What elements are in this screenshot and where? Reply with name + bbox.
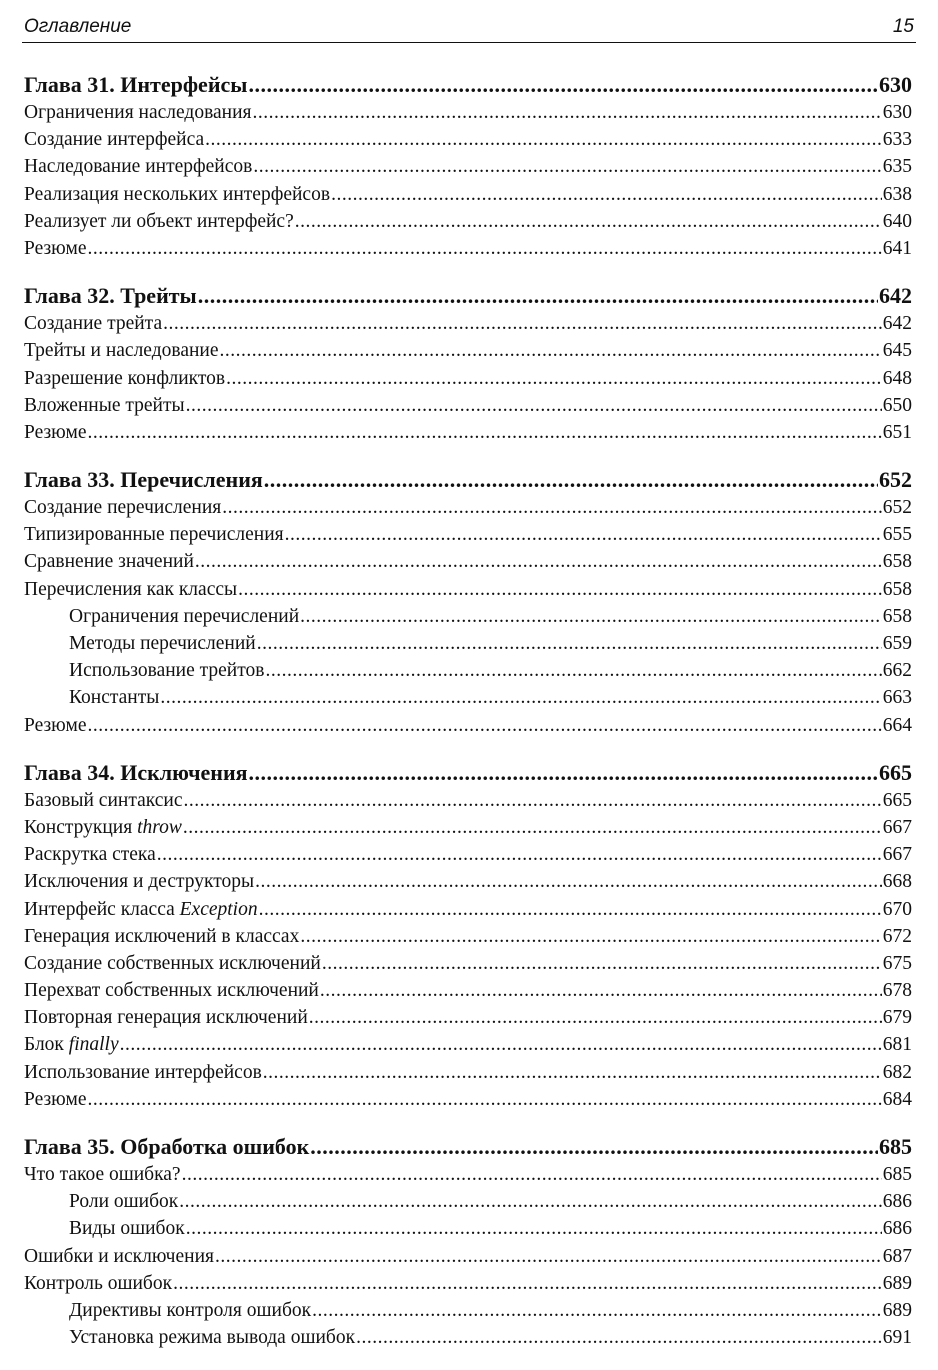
toc-entry-text: Резюме: [24, 421, 87, 443]
toc-entry-text: Использование интерфейсов: [24, 1061, 262, 1083]
toc-section[interactable]: [24, 814, 912, 841]
running-header: [22, 14, 916, 43]
toc-entry-title: [24, 392, 185, 419]
toc-entry-page-number: 638: [882, 183, 912, 205]
toc-section[interactable]: [24, 1161, 912, 1188]
toc-entry-title: [24, 521, 284, 548]
toc-entry-page-number: 630: [882, 102, 912, 123]
dot-leader: [356, 1324, 882, 1351]
toc-entry-page-number: 689: [882, 1299, 912, 1321]
toc-section[interactable]: [24, 235, 912, 262]
toc-subsection[interactable]: [24, 1324, 912, 1351]
toc-entry-text: Резюме: [24, 714, 87, 736]
dot-leader: [322, 950, 882, 977]
toc-entry-text: Контроль ошибок: [24, 1272, 173, 1294]
chapter-heading[interactable]: [24, 758, 912, 787]
toc-entry-title: [24, 337, 219, 364]
toc-entry-text: Типизированные перечисления: [24, 524, 284, 546]
toc-entry-page-number: 672: [882, 925, 912, 947]
toc-entry-page-number: 658: [882, 605, 912, 627]
chapter-title: Глава 32. Трейты: [24, 283, 197, 309]
toc-entry-page-number: 670: [882, 898, 912, 920]
toc-entry-title: [24, 1161, 181, 1188]
toc-entry-title: [24, 1031, 119, 1058]
toc-section[interactable]: [24, 712, 912, 739]
toc-entry-text: Базовый синтаксис: [24, 789, 183, 811]
header-page-number: 15: [892, 16, 914, 37]
toc-entry-page-number: 645: [882, 340, 912, 362]
toc-entry-text: Директивы контроля ошибок: [69, 1299, 312, 1321]
toc-entry-text: Наследование интерфейсов: [24, 156, 253, 178]
toc-entry-page-number: 668: [882, 871, 912, 893]
toc-section[interactable]: [24, 310, 912, 337]
toc-entry-title: [69, 657, 264, 684]
toc-entry-page-number: 641: [882, 237, 912, 259]
toc-entry-text: Реализует ли объект интерфейс?: [24, 210, 294, 232]
toc-entry-title: [24, 977, 319, 1004]
dot-leader: [226, 365, 882, 392]
toc-section[interactable]: [24, 494, 912, 521]
toc-entry-text: Резюме: [24, 237, 87, 259]
dot-leader: [186, 392, 882, 419]
toc-subsection[interactable]: [24, 1188, 912, 1215]
toc-entry-italic-term: finally: [68, 1034, 119, 1056]
chapter-page-number: 685: [879, 1134, 912, 1159]
chapter-block: [24, 465, 912, 739]
toc-section[interactable]: [24, 337, 912, 364]
table-of-contents: [24, 70, 912, 1370]
toc-entry-title: [24, 99, 252, 126]
toc-section[interactable]: [24, 153, 912, 180]
toc-entry-page-number: 689: [882, 1272, 912, 1294]
dot-leader: [205, 126, 882, 153]
toc-entry-text: Создание трейта: [24, 313, 163, 335]
toc-section[interactable]: [24, 1004, 912, 1031]
dot-leader: [255, 868, 882, 895]
dot-leader: [253, 99, 882, 126]
toc-entry-text: Разрешение конфликтов: [24, 367, 226, 389]
dot-leader: [198, 281, 878, 310]
toc-section[interactable]: [24, 392, 912, 419]
toc-entry-text: Конструкция: [24, 816, 138, 838]
toc-entry-title: [24, 153, 252, 180]
dot-leader: [259, 896, 882, 923]
toc-entry-page-number: 675: [882, 952, 912, 974]
dot-leader: [238, 576, 882, 603]
toc-entry-page-number: 652: [882, 497, 912, 519]
toc-entry-page-number: 633: [882, 129, 912, 151]
toc-entry-page-number: 662: [882, 660, 912, 682]
toc-entry-text: Виды ошибок: [69, 1218, 185, 1240]
toc-entry-page-number: 658: [882, 551, 912, 573]
toc-subsection[interactable]: [24, 1297, 912, 1324]
toc-entry-title: [24, 1086, 87, 1113]
toc-entry-title: [24, 712, 87, 739]
toc-entry-page-number: 667: [882, 816, 912, 838]
toc-entry-page-number: 687: [882, 1245, 912, 1267]
toc-entry-text: Блок: [24, 1034, 69, 1056]
chapter-page-number: 630: [879, 72, 912, 97]
toc-entry-title: [24, 896, 258, 923]
dot-leader: [300, 923, 881, 950]
dot-leader: [264, 465, 878, 494]
dot-leader: [309, 1004, 882, 1031]
toc-entry-page-number: 667: [882, 844, 912, 866]
toc-entry-title: [24, 576, 237, 603]
toc-entry-italic-term: throw: [137, 816, 182, 838]
toc-section[interactable]: [24, 950, 912, 977]
toc-section[interactable]: [24, 1270, 912, 1297]
dot-leader: [157, 841, 882, 868]
toc-entry-title: [69, 630, 256, 657]
toc-entry-page-number: 679: [882, 1007, 912, 1029]
toc-entry-title: [24, 548, 194, 575]
chapter-page-number: 665: [879, 759, 912, 785]
toc-subsection[interactable]: [24, 1215, 912, 1242]
toc-entry-page-number: 684: [882, 1088, 912, 1110]
toc-section[interactable]: [24, 208, 912, 235]
chapter-heading[interactable]: [24, 70, 912, 99]
toc-entry-page-number: 686: [882, 1218, 912, 1240]
toc-entry-title: [69, 1297, 311, 1324]
toc-entry-text: Вложенные трейты: [24, 394, 185, 416]
toc-section[interactable]: [24, 181, 912, 208]
toc-entry-page-number: 659: [882, 633, 912, 654]
toc-entry-title: [24, 950, 321, 977]
chapter-block: [24, 758, 912, 1113]
toc-entry-title: [24, 787, 183, 814]
dot-leader: [285, 521, 882, 548]
dot-leader: [265, 657, 881, 684]
dot-leader: [184, 787, 882, 814]
dot-leader: [253, 153, 881, 180]
dot-leader: [249, 758, 878, 787]
toc-entry-page-number: 681: [882, 1034, 912, 1056]
dot-leader: [312, 1297, 882, 1324]
toc-section[interactable]: [24, 787, 912, 814]
dot-leader: [88, 1086, 882, 1113]
dot-leader: [320, 977, 882, 1004]
toc-entry-text: Методы перечислений: [69, 633, 256, 654]
toc-section[interactable]: [24, 419, 912, 446]
toc-section[interactable]: [24, 365, 912, 392]
toc-entry-text: Резюме: [24, 1088, 87, 1110]
toc-entry-title: [24, 419, 87, 446]
chapter-title: Глава 34. Исключения: [24, 759, 248, 785]
toc-entry-title: [69, 1324, 355, 1351]
toc-entry-text: Использование трейтов: [69, 660, 265, 682]
dot-leader: [179, 1188, 882, 1215]
toc-entry-italic-term: Exception: [179, 898, 258, 920]
chapter-block: [24, 70, 912, 262]
toc-entry-page-number: 678: [882, 980, 912, 1002]
toc-entry-title: [24, 235, 87, 262]
toc-entry-text: Роли ошибок: [69, 1191, 179, 1213]
toc-entry-text: Создание собственных исключений: [24, 952, 321, 974]
toc-section[interactable]: [24, 99, 912, 126]
toc-entry-page-number: 651: [882, 421, 912, 443]
toc-entry-text: Константы: [69, 687, 160, 709]
toc-entry-title: [24, 1270, 172, 1297]
toc-subsection[interactable]: [24, 684, 912, 711]
toc-entry-title: [24, 126, 204, 153]
chapter-block: [24, 281, 912, 446]
toc-section[interactable]: [24, 868, 912, 895]
toc-entry-text: Ошибки и исключения: [24, 1245, 214, 1267]
toc-entry-title: [24, 310, 162, 337]
toc-entry-title: [24, 181, 330, 208]
toc-section[interactable]: [24, 1243, 912, 1270]
toc-entry-page-number: 685: [882, 1164, 912, 1185]
dot-leader: [220, 337, 882, 364]
toc-entry-title: [24, 1004, 308, 1031]
toc-entry-title: [69, 603, 299, 630]
dot-leader: [182, 1161, 882, 1188]
toc-entry-page-number: 650: [882, 394, 912, 416]
dot-leader: [173, 1270, 882, 1297]
dot-leader: [186, 1215, 882, 1242]
dot-leader: [257, 630, 882, 657]
toc-entry-title: [24, 814, 182, 841]
toc-section[interactable]: [24, 1086, 912, 1113]
chapter-heading[interactable]: [24, 465, 912, 494]
toc-entry-title: [24, 494, 221, 521]
toc-entry-text: Перехват собственных исключений: [24, 980, 319, 1002]
toc-section[interactable]: [24, 896, 912, 923]
toc-entry-text: Создание интерфейса: [24, 129, 205, 151]
toc-entry-page-number: 691: [882, 1327, 912, 1349]
toc-entry-title: [24, 1059, 262, 1086]
toc-entry-page-number: 682: [882, 1061, 912, 1083]
toc-entry-page-number: 635: [882, 156, 912, 178]
toc-entry-text: Установка режима вывода ошибок: [69, 1327, 356, 1349]
toc-subsection[interactable]: [24, 630, 912, 657]
toc-entry-title: [69, 1188, 178, 1215]
toc-entry-title: [24, 841, 156, 868]
toc-entry-page-number: 655: [882, 524, 912, 546]
toc-subsection[interactable]: [24, 657, 912, 684]
toc-entry-title: [24, 868, 254, 895]
chapter-title: Глава 33. Перечисления: [24, 467, 263, 493]
dot-leader: [160, 684, 881, 711]
toc-entry-text: Повторная генерация исключений: [24, 1007, 308, 1029]
dot-leader: [195, 548, 882, 575]
chapter-title: Глава 35. Обработка ошибок: [24, 1134, 310, 1159]
toc-section[interactable]: [24, 548, 912, 575]
toc-entry-text: Перечисления как классы: [24, 578, 238, 600]
toc-entry-text: Создание перечисления: [24, 497, 222, 519]
toc-entry-page-number: 648: [882, 367, 912, 389]
toc-entry-page-number: 642: [882, 313, 912, 335]
toc-entry-page-number: 686: [882, 1191, 912, 1213]
toc-section[interactable]: [24, 126, 912, 153]
dot-leader: [120, 1031, 882, 1058]
toc-entry-page-number: 658: [882, 578, 912, 600]
toc-entry-title: [69, 1215, 185, 1242]
dot-leader: [263, 1059, 882, 1086]
dot-leader: [248, 70, 878, 99]
chapter-page-number: 652: [879, 467, 912, 493]
dot-leader: [310, 1132, 878, 1161]
dot-leader: [88, 419, 882, 446]
dot-leader: [300, 603, 882, 630]
dot-leader: [163, 310, 882, 337]
dot-leader: [215, 1243, 882, 1270]
toc-entry-text: Раскрутка стека: [24, 844, 156, 866]
dot-leader: [88, 712, 882, 739]
toc-entry-text: Интерфейс класса: [24, 898, 180, 920]
toc-entry-text: Сравнение значений: [24, 551, 194, 573]
dot-leader: [88, 235, 882, 262]
toc-entry-page-number: 640: [882, 210, 912, 232]
toc-entry-text: Ограничения перечислений: [69, 605, 300, 627]
toc-entry-page-number: 663: [882, 687, 912, 709]
chapter-block: [24, 1132, 912, 1351]
toc-section[interactable]: [24, 1031, 912, 1058]
toc-entry-text: Генерация исключений в классах: [24, 925, 300, 947]
dot-leader: [295, 208, 882, 235]
chapter-page-number: 642: [879, 283, 912, 309]
toc-entry-text: Трейты и наследование: [24, 340, 219, 362]
dot-leader: [331, 181, 882, 208]
toc-section[interactable]: [24, 1059, 912, 1086]
toc-entry-title: [24, 1243, 214, 1270]
toc-section[interactable]: [24, 977, 912, 1004]
toc-entry-text: Что такое ошибка?: [24, 1164, 181, 1185]
chapter-title: Глава 31. Интерфейсы: [24, 72, 248, 97]
chapter-heading[interactable]: [24, 1132, 912, 1161]
toc-entry-text: Реализация нескольких интерфейсов: [24, 183, 331, 205]
toc-entry-title: [24, 365, 225, 392]
chapter-heading[interactable]: [24, 281, 912, 310]
dot-leader: [222, 494, 882, 521]
toc-entry-text: Исключения и деструкторы: [24, 871, 255, 893]
toc-section[interactable]: [24, 841, 912, 868]
toc-entry-page-number: 664: [882, 714, 912, 736]
toc-section[interactable]: [24, 923, 912, 950]
toc-subsection[interactable]: [24, 603, 912, 630]
toc-entry-title: [69, 684, 159, 711]
toc-entry-title: [24, 208, 294, 235]
toc-entry-page-number: 665: [882, 789, 912, 811]
header-title: Оглавление: [24, 16, 132, 37]
dot-leader: [183, 814, 882, 841]
toc-entry-title: [24, 923, 299, 950]
toc-section[interactable]: [24, 521, 912, 548]
toc-section[interactable]: [24, 576, 912, 603]
toc-entry-text: Ограничения наследования: [24, 102, 252, 123]
